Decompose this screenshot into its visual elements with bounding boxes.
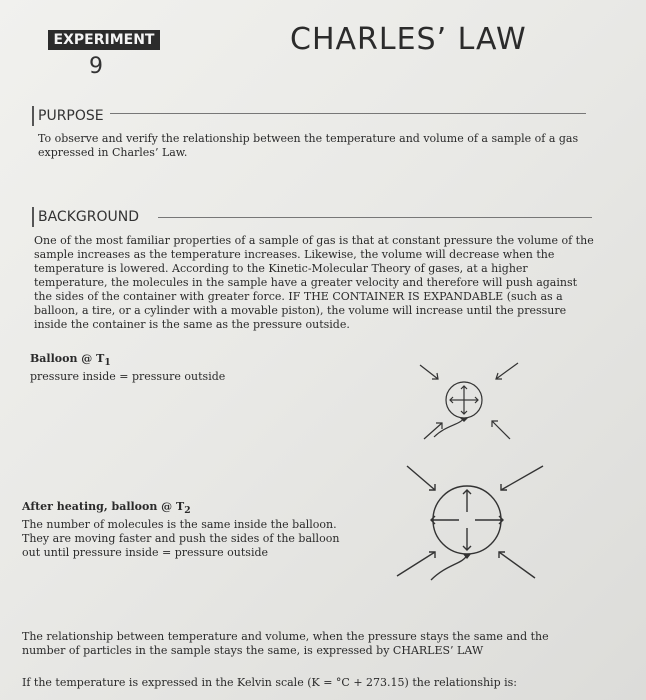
experiment-number: 9 <box>89 54 103 79</box>
balloon2-arrow-out-left <box>407 466 435 490</box>
balloon1-label: Balloon @ $T_1$ <box>30 352 111 369</box>
background-line-3: temperature is lowered. According to the Kinetic-Molecular Theory of gases, at a higher <box>34 262 528 275</box>
balloon2-label: After heating, balloon @ $T_2$ <box>22 500 191 517</box>
purpose-text-line-1: To observe and verify the relationship between the temperature and volume of a sample of a gas <box>38 132 579 145</box>
page-title: CHARLES’ LAW <box>290 22 527 57</box>
balloon2-line-3: out until pressure inside = pressure outside <box>22 546 269 559</box>
balloon1-arrow-in-right <box>496 363 518 379</box>
background-line-7: inside the container is the same as the pressure outside. <box>34 318 350 331</box>
balloon1-diagram <box>410 355 530 455</box>
balloon1-arrow-in-bottom-left <box>424 423 442 439</box>
relationship-line-1: The relationship between temperature and volume, when the pressure stays the same and the <box>22 630 549 643</box>
balloon1-caption: pressure inside = pressure outside <box>30 370 226 383</box>
background-line-6: balloon, a tire, or a cylinder with a movable piston), the volume will increase until the pressure <box>34 304 567 317</box>
background-line-4: temperature, the molecules in the sample have a greater velocity and therefore will push against <box>34 276 578 289</box>
background-line-2: sample increases as the temperature increases. Likewise, the volume will decrease when the <box>34 248 555 261</box>
relationship-line-2: number of particles in the sample stays the same, is expressed by CHARLES’ LAW <box>22 644 484 657</box>
balloon2-arrow-out-bottom-right <box>499 552 535 578</box>
balloon1-arrow-in-left <box>420 365 438 379</box>
background-line-1: One of the most familiar properties of a sample of gas is that at constant pressure the volume of the <box>34 234 594 247</box>
balloon2-arrow-out-bottom-left <box>397 552 435 576</box>
purpose-heading: PURPOSE <box>32 106 104 126</box>
balloon1-arrow-in-bottom-right <box>492 421 510 439</box>
background-heading: BACKGROUND <box>32 207 139 227</box>
kelvin-text: If the temperature is expressed in the Kelvin scale (K = °C + 273.15) the relationship is: <box>22 676 517 689</box>
purpose-text-line-2: expressed in Charles’ Law. <box>38 146 188 159</box>
balloon2-line-2: They are moving faster and push the sides of the balloon <box>22 532 340 545</box>
purpose-rule <box>110 113 586 114</box>
background-rule <box>158 217 592 218</box>
balloon2-diagram <box>385 460 555 585</box>
balloon2-line-1: The number of molecules is the same inside the balloon. <box>22 518 337 531</box>
experiment-label: EXPERIMENT <box>48 30 160 50</box>
background-line-5: the sides of the container with greater force. IF THE CONTAINER IS EXPANDABLE (such as a <box>34 290 563 303</box>
balloon2-arrow-out-right <box>501 466 543 490</box>
